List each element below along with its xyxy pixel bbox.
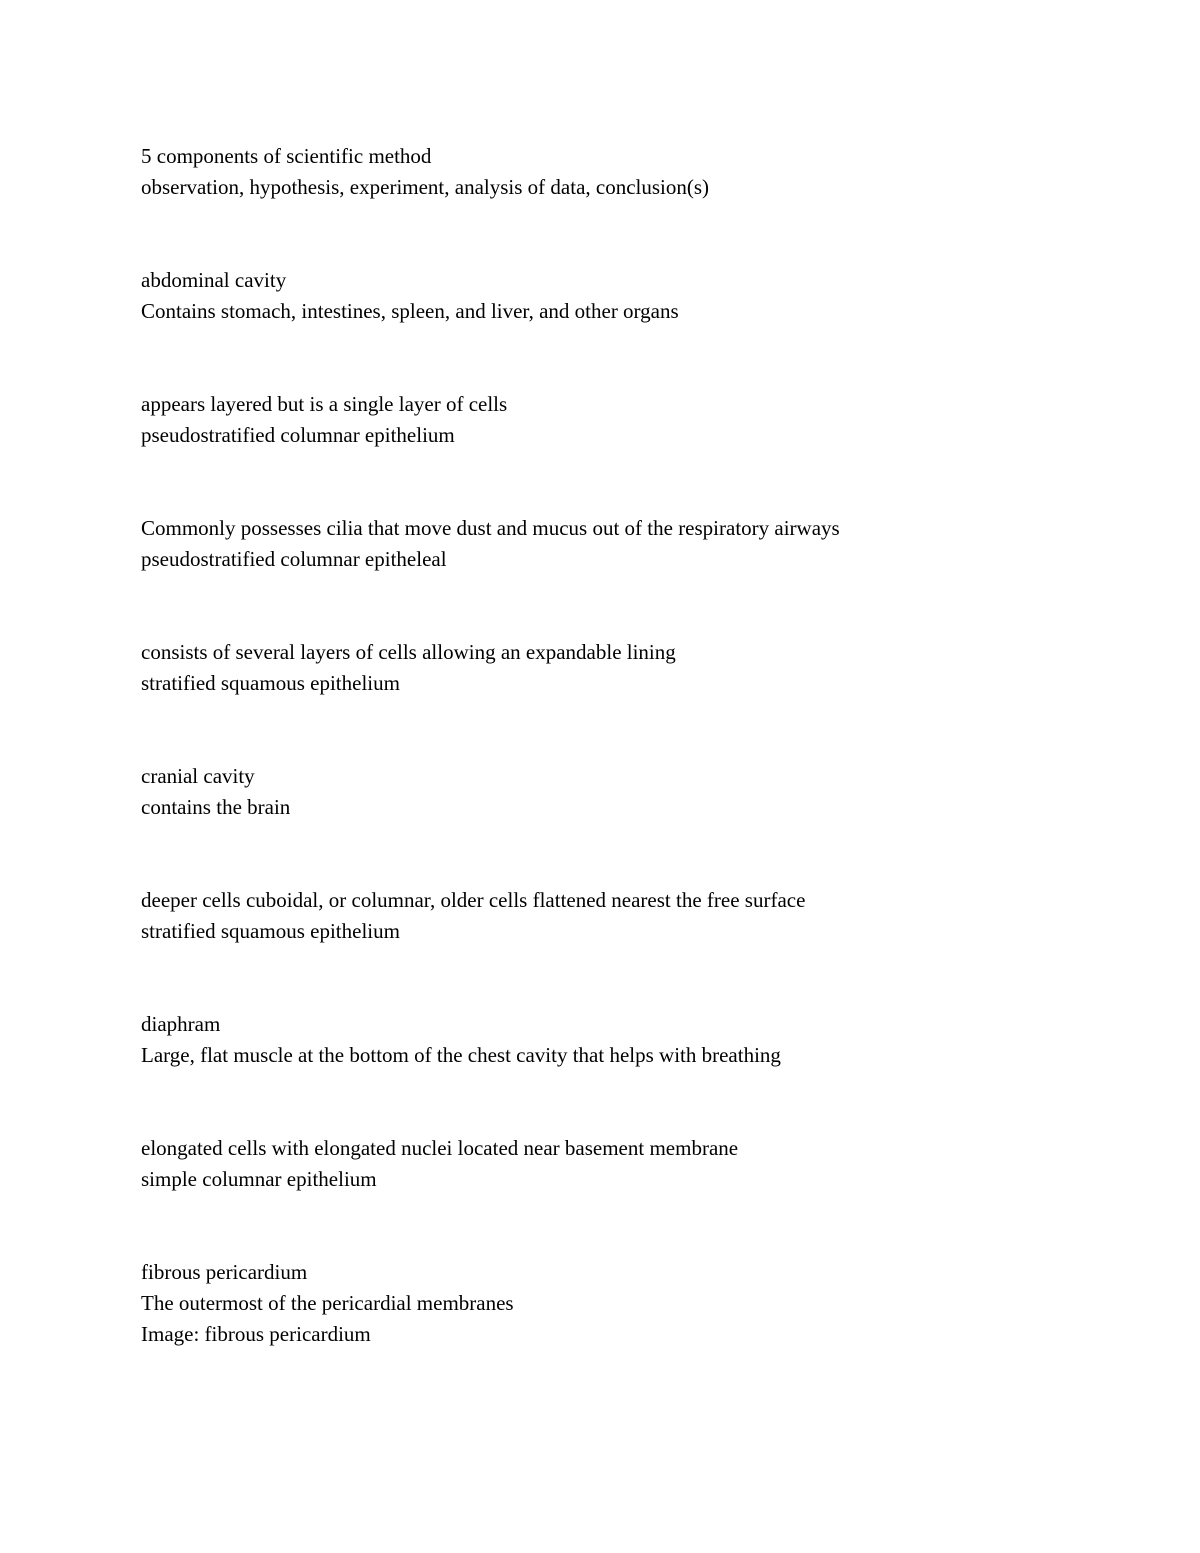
term: consists of several layers of cells allowing an expandable lining xyxy=(141,640,676,664)
term: 5 components of scientific method xyxy=(141,144,432,168)
flashcard-list xyxy=(141,141,1121,1412)
flashcard-entry xyxy=(141,141,1121,203)
definition: observation, hypothesis, experiment, analysis of data, conclusion(s) xyxy=(141,175,710,199)
term: deeper cells cuboidal, or columnar, older cells flattened nearest the free surface xyxy=(141,888,806,912)
definition: The outermost of the pericardial membranes xyxy=(141,1291,514,1315)
flashcard-entry xyxy=(141,1009,1121,1071)
definition: contains the brain xyxy=(141,795,291,819)
definition: pseudostratified columnar epithelium xyxy=(141,423,455,447)
term: cranial cavity xyxy=(141,764,255,788)
flashcard-entry xyxy=(141,761,1121,823)
term: Commonly possesses cilia that move dust and mucus out of the respiratory airways xyxy=(141,516,840,540)
flashcard-entry xyxy=(141,1133,1121,1195)
term: elongated cells with elongated nuclei located near basement membrane xyxy=(141,1136,739,1160)
flashcard-entry xyxy=(141,1257,1121,1350)
definition: stratified squamous epithelium xyxy=(141,919,400,943)
definition: stratified squamous epithelium xyxy=(141,671,400,695)
definition: Large, flat muscle at the bottom of the chest cavity that helps with breathing xyxy=(141,1043,781,1067)
image-caption: Image: fibrous pericardium xyxy=(141,1322,371,1346)
definition: pseudostratified columnar epitheleal xyxy=(141,547,447,571)
term: fibrous pericardium xyxy=(141,1260,308,1284)
term: abdominal cavity xyxy=(141,268,287,292)
term: appears layered but is a single layer of cells xyxy=(141,392,508,416)
definition: simple columnar epithelium xyxy=(141,1167,377,1191)
flashcard-entry xyxy=(141,389,1121,451)
flashcard-entry xyxy=(141,885,1121,947)
flashcard-entry xyxy=(141,637,1121,699)
definition: Contains stomach, intestines, spleen, and liver, and other organs xyxy=(141,299,679,323)
term: diaphram xyxy=(141,1012,221,1036)
flashcard-entry xyxy=(141,265,1121,327)
flashcard-entry xyxy=(141,513,1121,575)
